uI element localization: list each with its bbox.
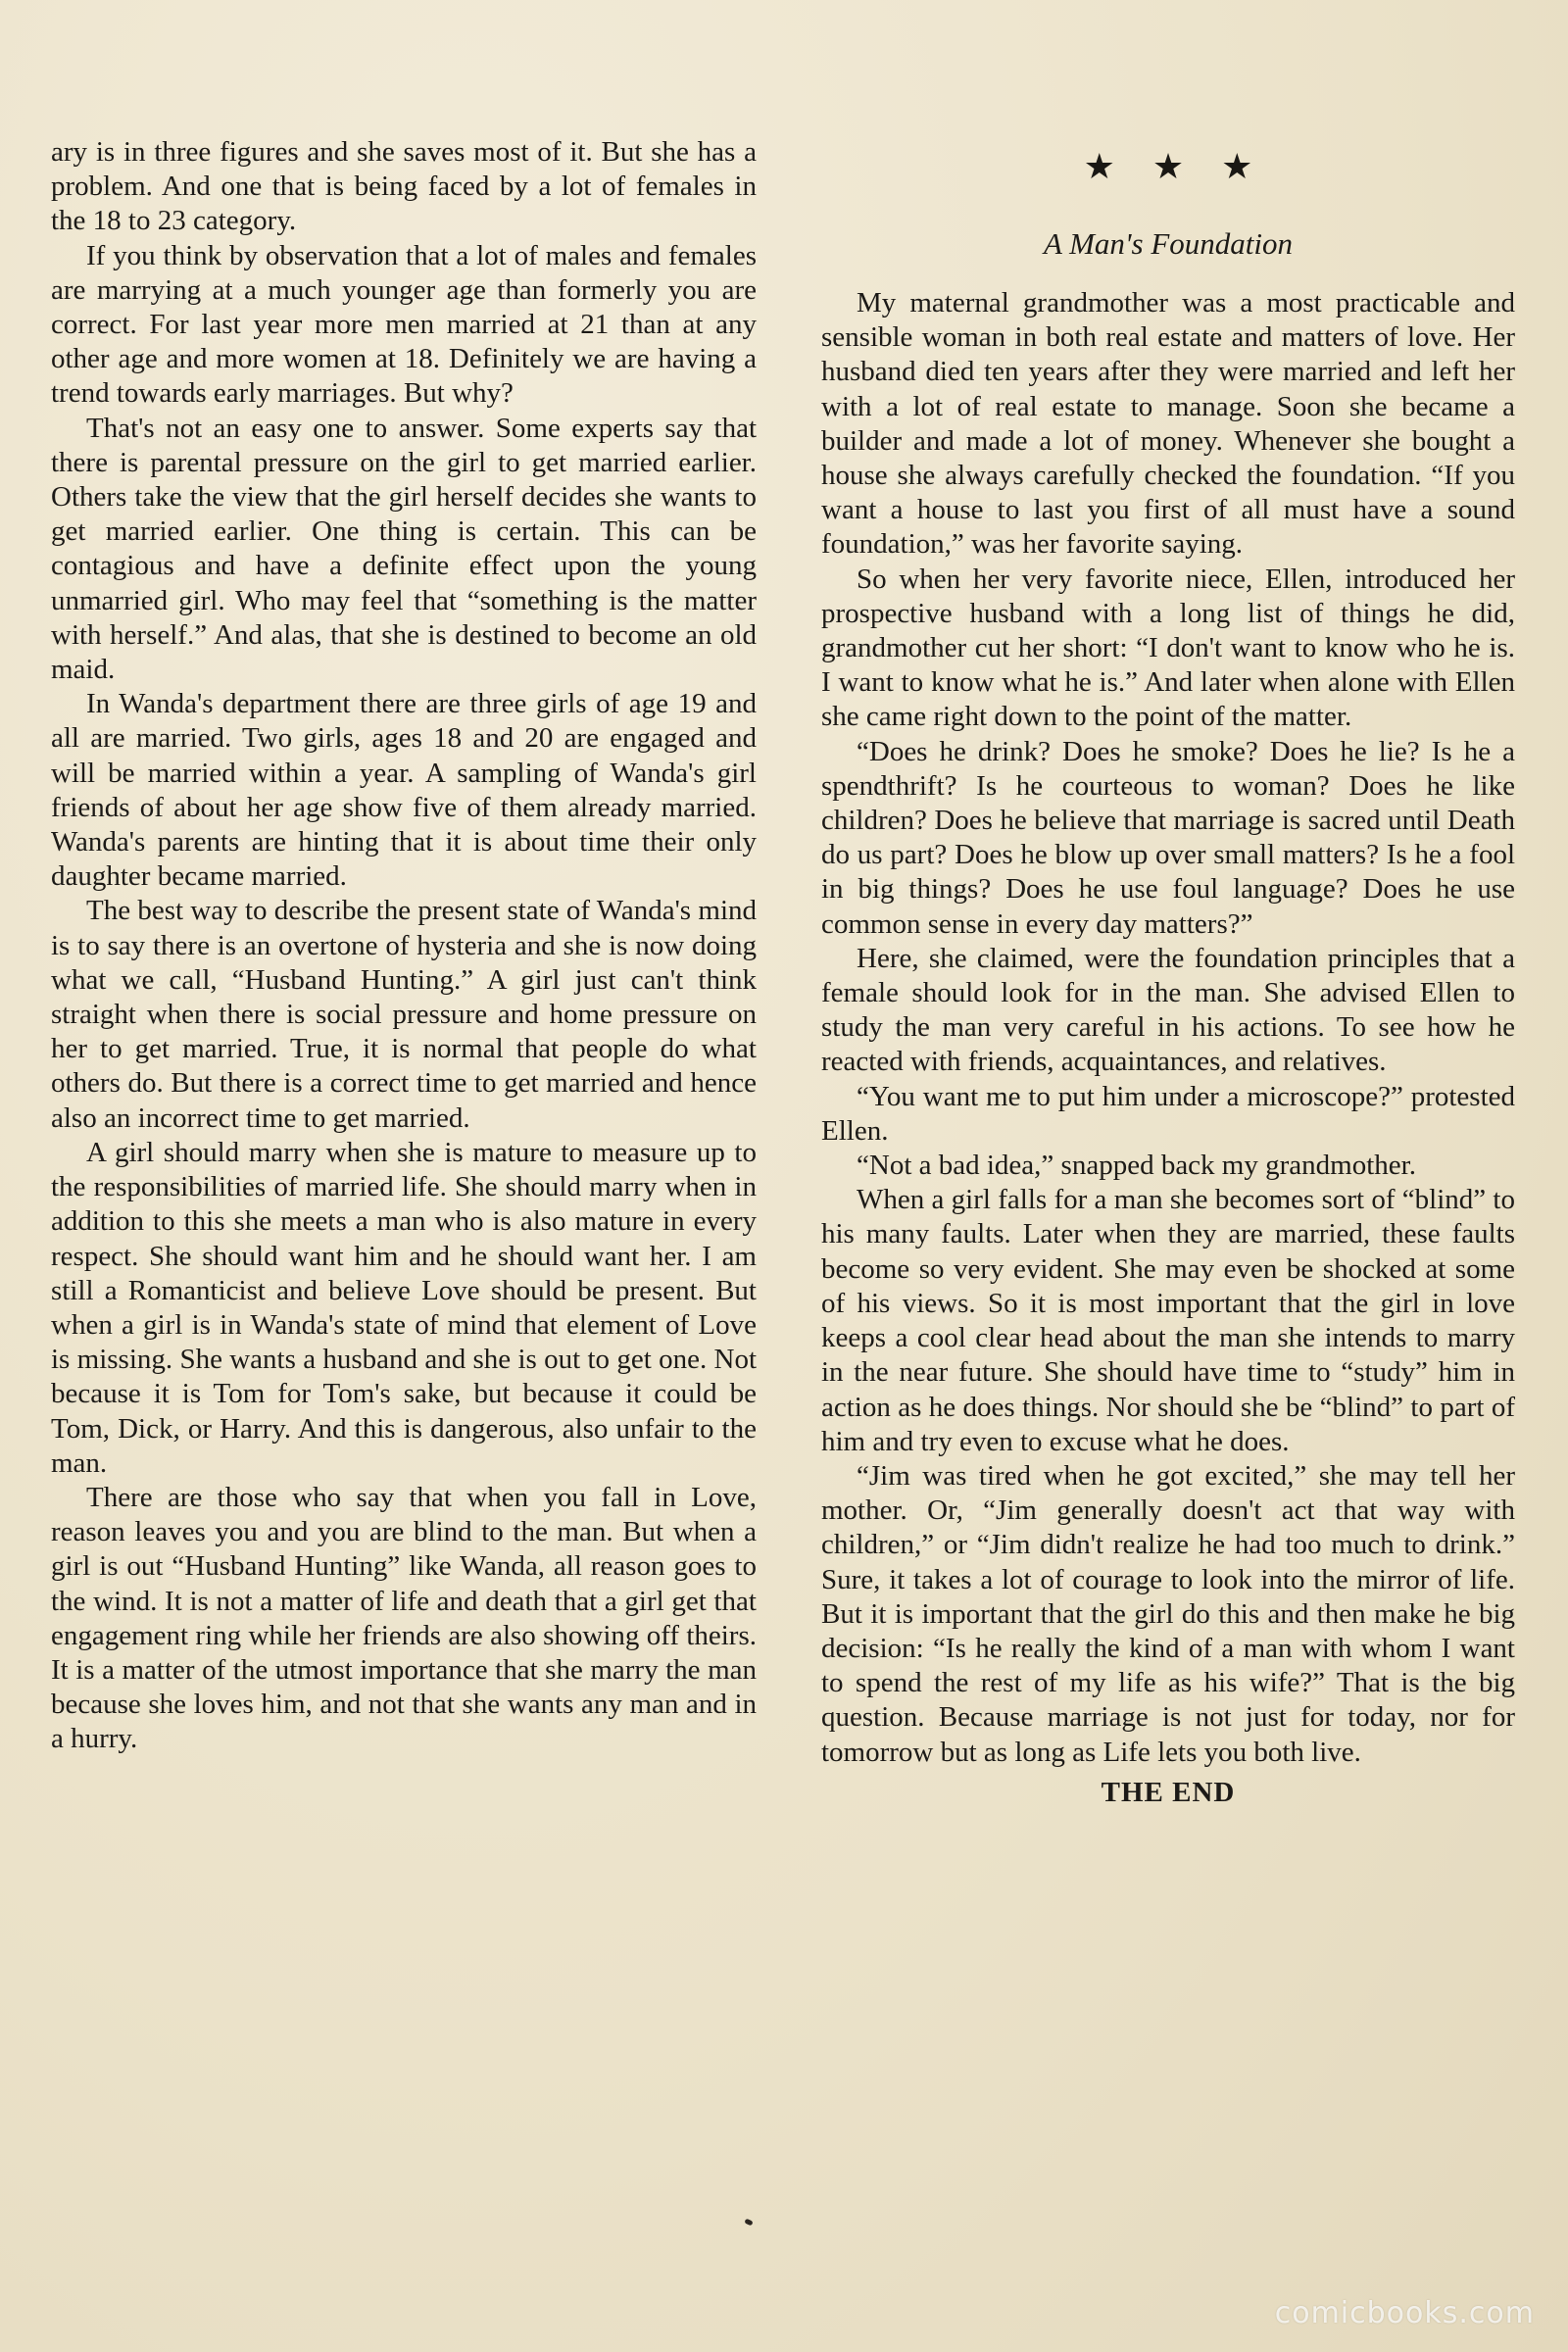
paragraph: There are those who say that when you fall in Love, reason leaves you and you are blind to the man. But when a girl is out “Husband Hunting” like Wanda, all reason goes to the wind. It is not a matter of life and death that a girl get that engagement ring while her friends are also showing off theirs. It is a matter of the utmost importance that she marry the man because she loves him, and not that she wants any man and in a hurry. — [51, 1481, 757, 1755]
paragraph: A girl should marry when she is mature to measure up to the responsibilities of married life. She should marry when in addition to this she meets a man who is also mature in every respect. She should want him and he should want her. I am still a Romanticist and believe Love should be present. But when a girl is in Wanda's state of mind that element of Love is missing. She wants a husband and she is out to get one. Not because it is Tom for Tom's sake, but because it could be Tom, Dick, or Harry. And this is dangerous, also unfair to the man. — [51, 1136, 757, 1479]
story-title: A Man's Foundation — [1043, 226, 1294, 261]
paragraph: My maternal grandmother was a most practicable and sensible woman in both real estate and matters of love. Her husband died ten years after they were married and left her with a lot of real estate to manage. Soon she became a builder and made a lot of money. Whenever she bought a house she always carefully checked the foundation. “If you want a house to last you first of all must have a sound foundation,” was her favorite saying. — [821, 287, 1515, 561]
paragraph: Here, she claimed, were the foundation principles that a female should look for in the man. She advised Ellen to study the man very careful in his actions. To see how he reacted with friends, acquaintances, and relatives. — [821, 942, 1515, 1078]
paragraph: In Wanda's department there are three girls of age 19 and all are married. Two girls, ages 18 and 20 are engaged and will be married within a year. A sampling of Wanda's girl friends of about her age show five of them already married. Wanda's parents are hinting that it is about time their only daughter became married. — [51, 688, 757, 893]
paragraph: The best way to describe the present state of Wanda's mind is to say there is an overtone of hysteria and she is now doing what we call, “Husband Hunting.” A girl just can't think straight when there is social pressure and home pressure on her to get married. True, it is normal that people do what others do. But there is a correct time to get married and hence also an incorrect time to get married. — [51, 895, 757, 1134]
paragraph: ary is in three figures and she saves most of it. But she has a problem. And one that is being faced by a lot of females in the 18 to 23 category. — [51, 136, 757, 237]
left-article-column — [51, 135, 757, 1757]
star-divider: ★★★ — [1083, 147, 1291, 186]
paragraph: “Jim was tired when he got excited,” she may tell her mother. Or, “Jim generally doesn't act that way with children,” or “Jim didn't realize he had too much to drink.” Sure, it takes a lot of courage to look into the mirror of life. But it is important that the girl do this and then make he big decision: “Is he really the kind of a man with whom I want to spend the rest of my life as his wife?” That is the big question. Because marriage is not just for today, nor for tomorrow but as long as Life lets you both live. — [821, 1459, 1515, 1768]
paragraph: “You want me to put him under a microscope?” protested Ellen. — [821, 1080, 1515, 1147]
watermark: comicbooks.com — [1274, 2296, 1535, 2330]
ink-speck — [744, 2219, 753, 2227]
paragraph: So when her very favorite niece, Ellen, introduced her prospective husband with a long list of things he did, grandmother cut her short: “I don't want to know who he is. I want to know what he is.” And later when alone with Ellen she came right down to the point of the matter. — [821, 563, 1515, 733]
paragraph: “Not a bad idea,” snapped back my grandmother. — [857, 1150, 1416, 1182]
paragraph: If you think by observation that a lot of males and females are marrying at a much younger age than formerly you are correct. For last year more men married at 21 than at any other age and more women at 18. Definitely we are having a trend towards early marriages. But why? — [51, 239, 757, 410]
right-article-column — [821, 137, 1515, 1810]
the-end-label: THE END — [1101, 1776, 1236, 1808]
paragraph: “Does he drink? Does he smoke? Does he lie? Is he a spendthrift? Is he courteous to woman? Does he like children? Does he believe that marriage is sacred until Death do us part? Does he blow up over small matters? Is he a fool in big things? Does he use foul language? Does he use common sense in every day matters?” — [821, 735, 1515, 940]
paragraph: When a girl falls for a man she becomes sort of “blind” to his many faults. Later when they are married, these faults become so very evident. She may even be shocked at some of his views. So it is most important that the girl in love keeps a cool clear head about the man she intends to marry in the near future. She should have time to “study” him in action as he does things. Nor should she be “blind” to part of him and try even to excuse what he does. — [821, 1184, 1515, 1457]
paragraph: That's not an easy one to answer. Some experts say that there is parental pressure on the girl to get married earlier. Others take the view that the girl herself decides she wants to get married earlier. One thing is certain. This can be contagious and have a definite effect upon the young unmarried girl. Who may feel that “something is the matter with herself.” And alas, that she is destined to become an old maid. — [51, 412, 757, 686]
